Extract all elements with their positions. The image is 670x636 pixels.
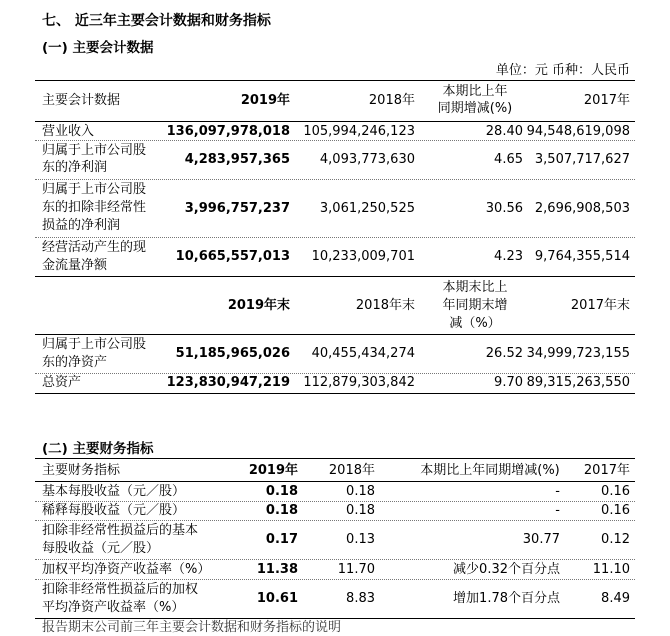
row-label: 东的扣除非经常性: [42, 200, 147, 215]
row-label: 每股收益（元／股）: [42, 541, 160, 556]
row-label: 经营活动产生的现: [42, 240, 147, 255]
value-2017: 0.16: [601, 503, 630, 518]
section-title: 七、 近三年主要会计数据和财务指标: [42, 13, 271, 29]
row-label: 损益的净利润: [42, 218, 121, 233]
value-change: 9.70: [494, 375, 523, 390]
value-2019: 10.61: [256, 591, 298, 606]
value-change: 减少0.32个百分点: [453, 562, 560, 577]
value-2019: 11.38: [256, 562, 298, 577]
value-change: 28.40: [485, 124, 523, 139]
column-header-2017: 2017年: [583, 93, 630, 108]
value-2019: 51,185,965,026: [175, 346, 290, 361]
row-label: 营业收入: [42, 124, 95, 139]
value-2018: 112,879,303,842: [303, 375, 415, 390]
column-header-item: 主要财务指标: [42, 463, 121, 478]
value-change: 4.65: [494, 152, 523, 167]
column-header-change-end-l1: 本期末比上: [442, 280, 508, 295]
row-label: 基本每股收益（元／股）: [42, 484, 186, 499]
value-2018: 8.83: [346, 591, 375, 606]
value-2019: 0.17: [265, 532, 298, 547]
row-label: 平均净资产收益率（%）: [42, 600, 185, 615]
value-change: -: [555, 503, 560, 518]
row-divider: [35, 559, 635, 560]
value-2018: 10,233,009,701: [311, 249, 415, 264]
value-2017: 2,696,908,503: [534, 201, 630, 216]
footer-note-fragment: 报告期末公司前三年主要会计数据和财务指标的说明: [42, 620, 342, 635]
value-2018: 40,455,434,274: [311, 346, 415, 361]
value-2017: 0.16: [601, 484, 630, 499]
row-label: 东的净利润: [42, 160, 108, 175]
column-header-change-end-l2: 年同期末增: [442, 298, 508, 313]
column-header-change-l1: 本期比上年: [442, 84, 508, 99]
row-label: 稀释每股收益（元／股）: [42, 503, 186, 518]
row-label: 归属于上市公司股: [42, 337, 147, 352]
value-2019: 136,097,978,018: [166, 124, 290, 139]
value-2018: 105,994,246,123: [303, 124, 415, 139]
column-header-2017: 2017年: [583, 463, 630, 478]
column-header-2018-end: 2018年末: [355, 298, 415, 313]
row-divider: [35, 520, 635, 521]
column-header-item: 主要会计数据: [42, 93, 121, 108]
row-divider: [35, 179, 635, 180]
column-header-2018: 2018年: [328, 463, 375, 478]
column-header-2019: 2019年: [248, 463, 298, 478]
value-change: 4.23: [494, 249, 523, 264]
table-rule: [35, 276, 635, 277]
value-2018: 3,061,250,525: [319, 201, 415, 216]
value-2017: 34,999,723,155: [526, 346, 630, 361]
value-change: 30.77: [522, 532, 560, 547]
value-2017: 9,764,355,514: [534, 249, 630, 264]
row-label: 归属于上市公司股: [42, 143, 147, 158]
value-2017: 0.12: [601, 532, 630, 547]
table-rule: [35, 334, 635, 335]
table-rule: [35, 80, 635, 81]
value-change: 30.56: [485, 201, 523, 216]
subsection-title-accounting-data: (一) 主要会计数据: [42, 40, 154, 56]
column-header-2017-end: 2017年末: [570, 298, 630, 313]
value-2018: 0.13: [346, 532, 375, 547]
table-rule: [35, 458, 635, 459]
row-label: 金流量净额: [42, 258, 108, 273]
row-label: 扣除非经常性损益后的基本: [42, 523, 199, 538]
row-divider: [35, 140, 635, 141]
row-label: 加权平均净资产收益率（%）: [42, 562, 211, 577]
value-2017: 11.10: [592, 562, 630, 577]
value-2017: 94,548,619,098: [526, 124, 630, 139]
value-2018: 0.18: [346, 484, 375, 499]
unit-currency-note: 单位：元 币种：人民币: [495, 63, 630, 78]
value-2018: 4,093,773,630: [319, 152, 415, 167]
column-header-change-l2: 同期增减(%): [437, 101, 513, 116]
subsection-title-financial-indicators: (二) 主要财务指标: [42, 441, 154, 457]
value-change: -: [555, 484, 560, 499]
value-2017: 3,507,717,627: [534, 152, 630, 167]
column-header-2019-end: 2019年末: [227, 298, 290, 313]
table-rule: [35, 121, 635, 122]
value-2017: 8.49: [601, 591, 630, 606]
row-label: 扣除非经常性损益后的加权: [42, 582, 199, 597]
value-2019: 0.18: [265, 503, 298, 518]
column-header-2018: 2018年: [368, 93, 415, 108]
row-divider: [35, 237, 635, 238]
value-2019: 123,830,947,219: [166, 375, 290, 390]
value-2019: 10,665,557,013: [175, 249, 290, 264]
table-rule: [35, 481, 635, 482]
column-header-change: 本期比上年同期增减(%): [420, 463, 560, 478]
table-rule: [35, 393, 635, 394]
value-2017: 89,315,263,550: [526, 375, 630, 390]
value-2018: 11.70: [337, 562, 375, 577]
value-change: 26.52: [485, 346, 523, 361]
value-change: 增加1.78个百分点: [453, 591, 560, 606]
row-label: 归属于上市公司股: [42, 182, 147, 197]
value-2018: 0.18: [346, 503, 375, 518]
column-header-2019: 2019年: [240, 93, 290, 108]
value-2019: 0.18: [265, 484, 298, 499]
value-2019: 4,283,957,365: [184, 152, 290, 167]
row-label: 总资产: [42, 375, 82, 390]
column-header-change-end-l3: 减（%）: [449, 316, 501, 331]
value-2019: 3,996,757,237: [184, 201, 290, 216]
row-label: 东的净资产: [42, 355, 108, 370]
row-divider: [35, 579, 635, 580]
